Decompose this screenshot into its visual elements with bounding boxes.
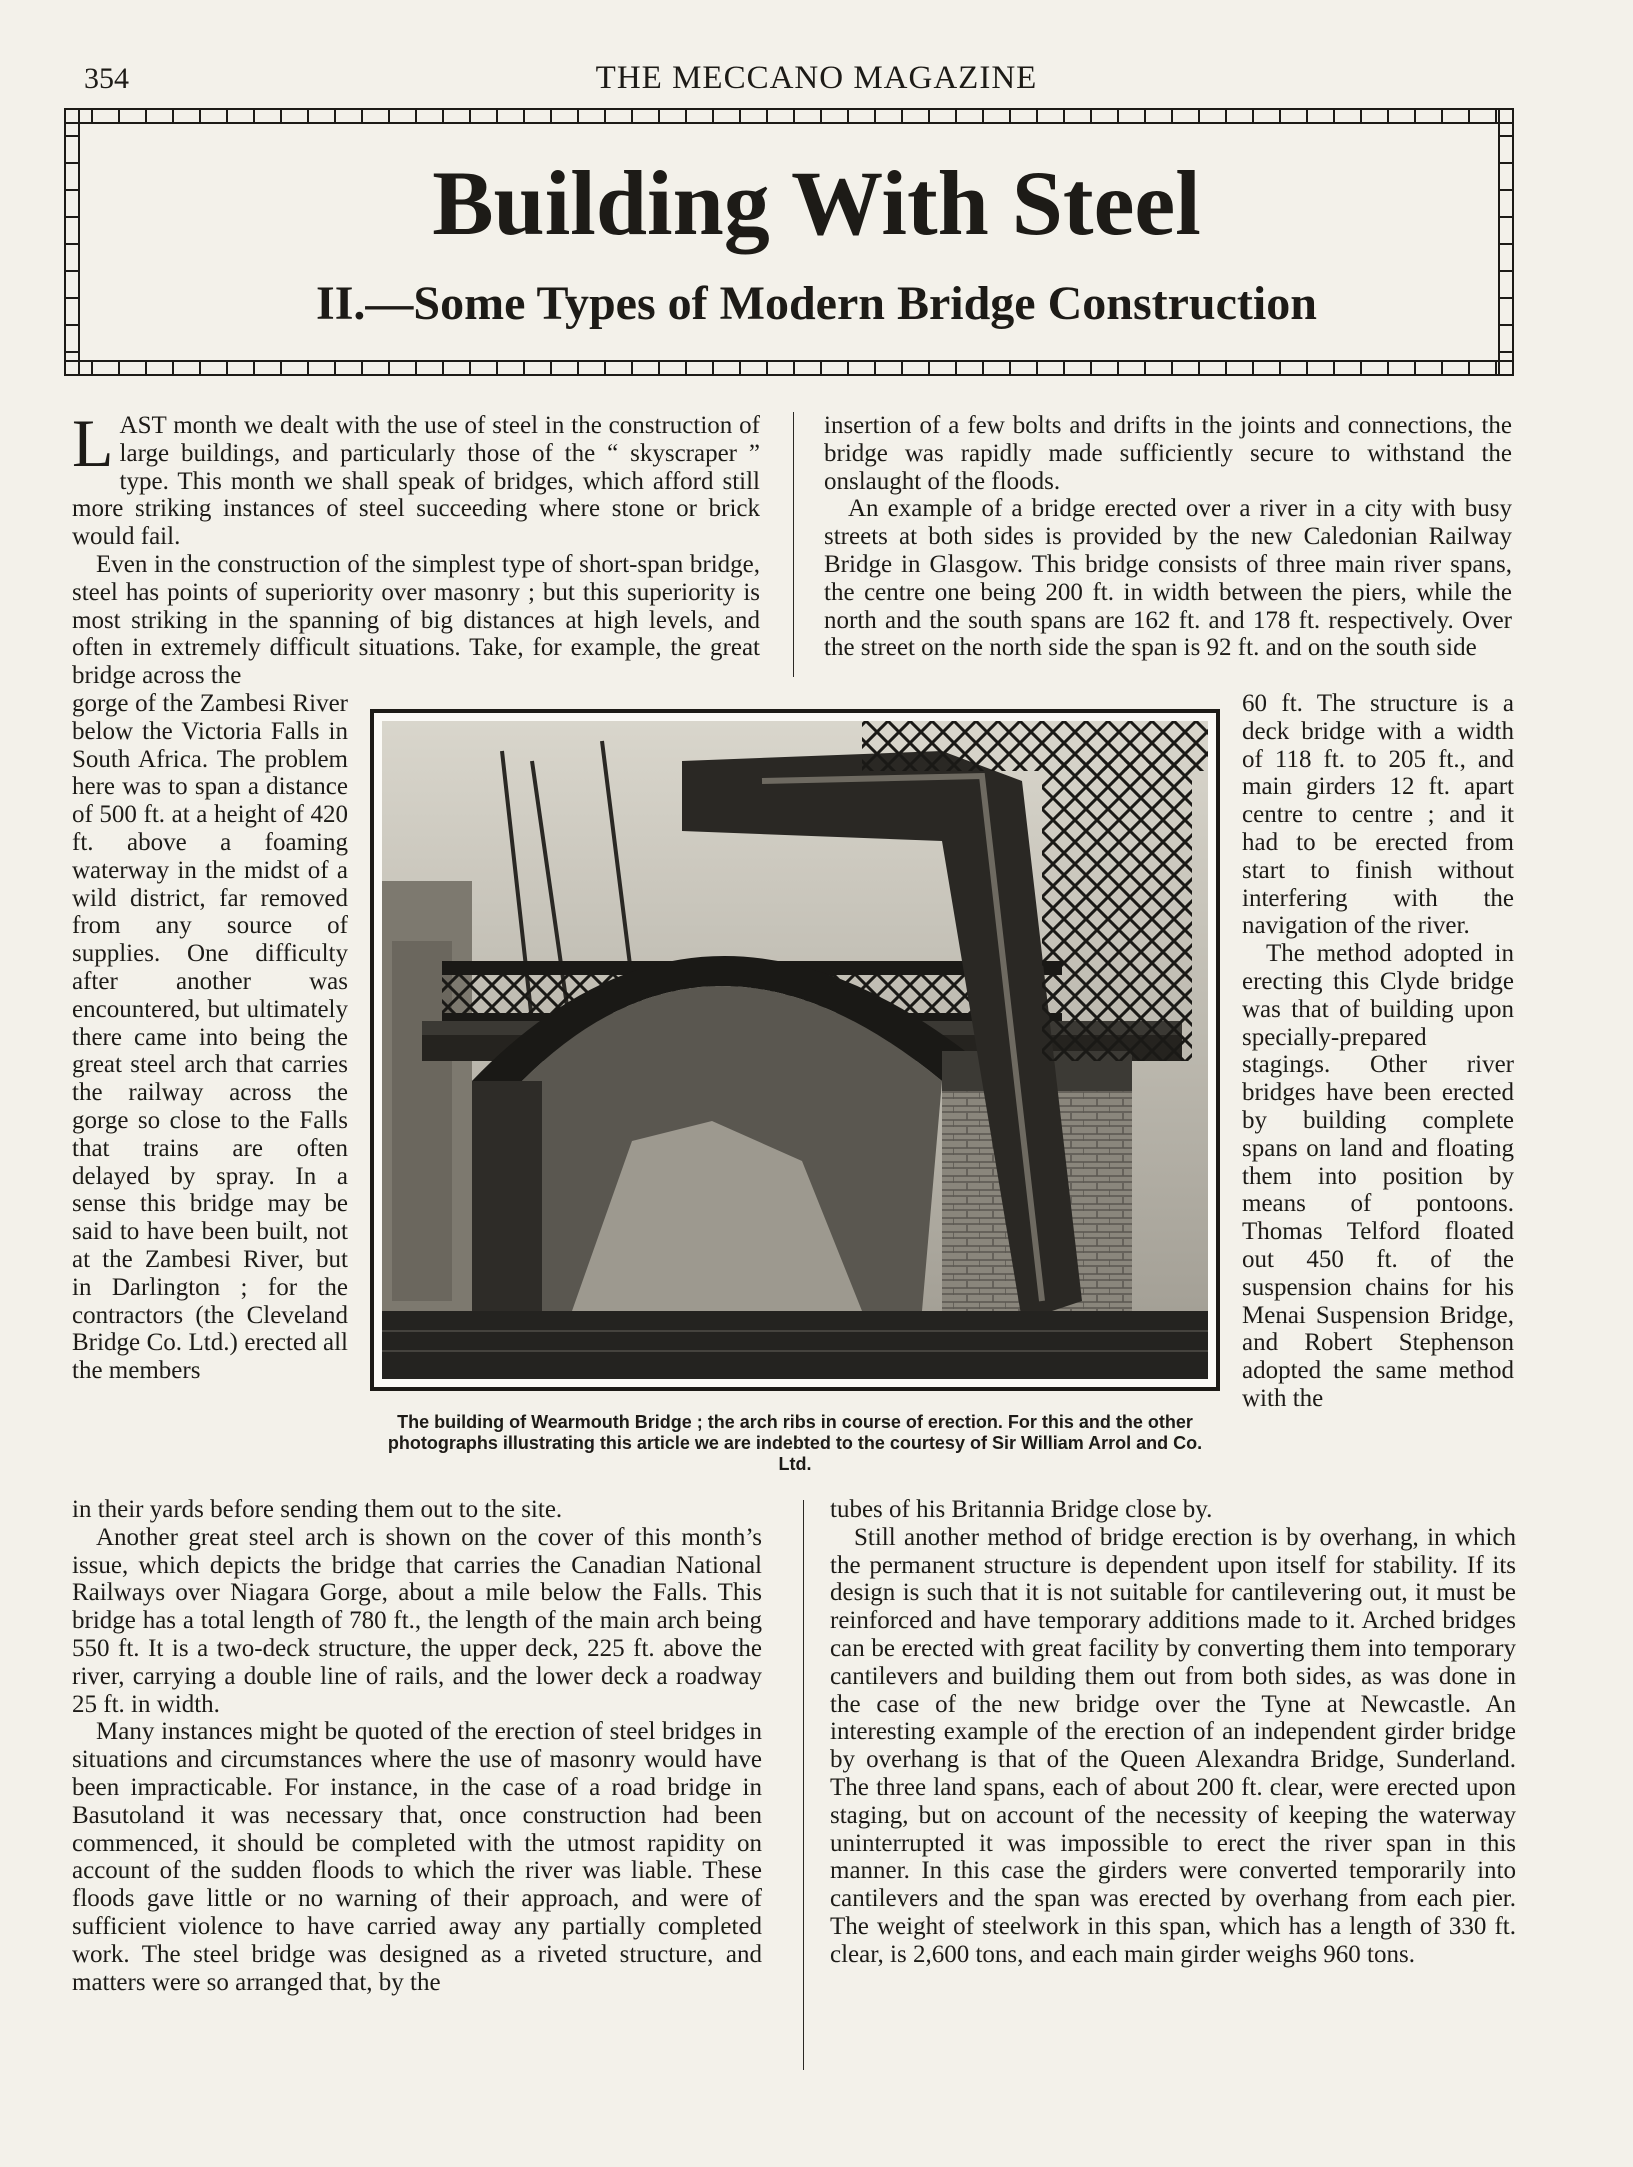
col2-wrap: [1242, 690, 1514, 1413]
paragraph: Even in the construction of the simplest type of short-span bridge, steel has points of superiority over masonry ; but this superiority is most striking in the spanning of big distances at high levels, and often in extremely difficult situations. Take, for example, the great bridge across the: [72, 550, 760, 690]
running-head: THE MECCANO MAGAZINE: [595, 60, 1038, 96]
drop-cap: L: [72, 405, 114, 481]
col2-top: [824, 412, 1512, 662]
title-frame-bottom: [64, 360, 1514, 376]
col1-bottom: [72, 1496, 762, 1996]
paragraph-continued: insertion of a few bolts and drifts in the joints and connections, the bridge was rapidly made sufficiently secure to withstand the onslaught of the floods.: [824, 412, 1512, 495]
photo-caption: The building of Wearmouth Bridge ; the arch ribs in course of erection. For this and the other photographs illustrating this article we are indebted to the courtesy of Sir William Arrol and Co. Ltd.: [387, 1412, 1203, 1474]
article-subtitle: II.—Some Types of Modern Bridge Construction: [316, 277, 1317, 330]
paragraph-continued: tubes of his Britannia Bridge close by.: [830, 1496, 1213, 1523]
page-number: 354: [84, 62, 129, 95]
title-frame-top: [64, 108, 1514, 124]
paragraph: An example of a bridge erected over a river in a city with busy streets at both sides is provided by the new Caledonian Railway Bridge in Glasgow. This bridge consists of three main river spans, the centre one being 200 ft. in width between the piers, while the north and the south spans are 162 ft. and 178 ft. respectively. Over the street on the north side the span is 92 ft. and on the south side: [824, 495, 1512, 662]
bridge-photo: [370, 709, 1220, 1391]
paragraph-continued: gorge of the Zambesi River below the Victoria Falls in South Africa. The problem here was to span a distance of 500 ft. at a height of 420 ft. above a foaming waterway in the midst of a wild district, far removed from any source of supplies. One difficulty after another was encountered, but ultimately there came into being the great steel arch that carries the railway across the gorge so close to the Falls that trains are often delayed by spray. In a sense this bridge may be said to have been built, not at the Zambesi River, but in Darlington ; for the contractors (the Cleveland Bridge Co. Ltd.) erected all the members: [72, 690, 348, 1385]
paragraph: Still another method of bridge erection is by overhang, in which the permanent structure is dependent upon itself for stability. If its design is such that it is not suitable for cantilevering out, it must be reinforced and have temporary additions made to it. Arched bridges can be erected with great facility by converting them into temporary cantilevers and building them out from both sides, as was done in the case of the new bridge over the Tyne at Newcastle. An interesting example of the erection of an independent girder bridge by overhang is that of the Queen Alexandra Bridge, Sunderland. The three land spans, each of about 200 ft. clear, were erected upon staging, but on account of the necessity of keeping the waterway uninterrupted it was impossible to erect the river span in this manner. In this case the girders were converted temporarily into cantilevers and the span was erected by overhang from each pier. The weight of steelwork in this span, which has a length of 330 ft. clear, is 2,600 tons, and each main girder weighs 960 tons.: [830, 1523, 1516, 1968]
column-rule-top: [793, 412, 794, 677]
paragraph-continued: in their yards before sending them out to the site.: [72, 1496, 563, 1523]
paragraph: Another great steel arch is shown on the cover of this month’s issue, which depicts the bridge that carries the Canadian National Railways over Niagara Gorge, about a mile below the Falls. This bridge has a total length of 780 ft., the length of the main arch being 550 ft. It is a two-deck structure, the upper deck, 225 ft. above the river, carrying a double line of rails, and the lower deck a roadway 25 ft. in width.: [72, 1523, 762, 1718]
paragraph-continued: 60 ft. The structure is a deck bridge with a width of 118 ft. to 205 ft., and main girders 12 ft. apart centre to centre ; and it had to be erected from start to finish without interfering with the navigation of the river.: [1242, 690, 1514, 940]
paragraph: Many instances might be quoted of the erection of steel bridges in situations and circumstances where the use of masonry would have been impracticable. For instance, in the case of a road bridge in Basutoland it was necessary that, once construction had been commenced, it should be completed with the utmost rapidity on account of the sudden floods to which the river was liable. These floods gave little or no warning of their approach, and were of sufficient violence to have carried away any partially completed work. The steel bridge was designed as a riveted structure, and matters were so arranged that, by the: [72, 1718, 762, 1996]
column-rule-bottom: [803, 1500, 804, 2070]
col1-top: [72, 405, 760, 690]
paragraph-intro: LAST month we dealt with the use of steel in the construction of large buildings, and particularly those of the “ skyscraper ” type. This month we shall speak of bridges, which afford still more striking instances of steel succeeding where stone or brick would fail.: [72, 405, 760, 551]
paragraph: The method adopted in erecting this Clyde bridge was that of building upon specially-prepared stagings. Other river bridges have been erected by building complete spans on land and floating them into position by means of pontoons. Thomas Telford floated out 450 ft. of the suspension chains for his Menai Suspension Bridge, and Robert Stephenson adopted the same method with the: [1242, 940, 1514, 1412]
bridge-photo-illustration: [382, 721, 1208, 1379]
article-title: Building With Steel: [432, 152, 1201, 254]
col2-bottom: [830, 1496, 1516, 1969]
col1-wrap: [72, 690, 348, 1385]
